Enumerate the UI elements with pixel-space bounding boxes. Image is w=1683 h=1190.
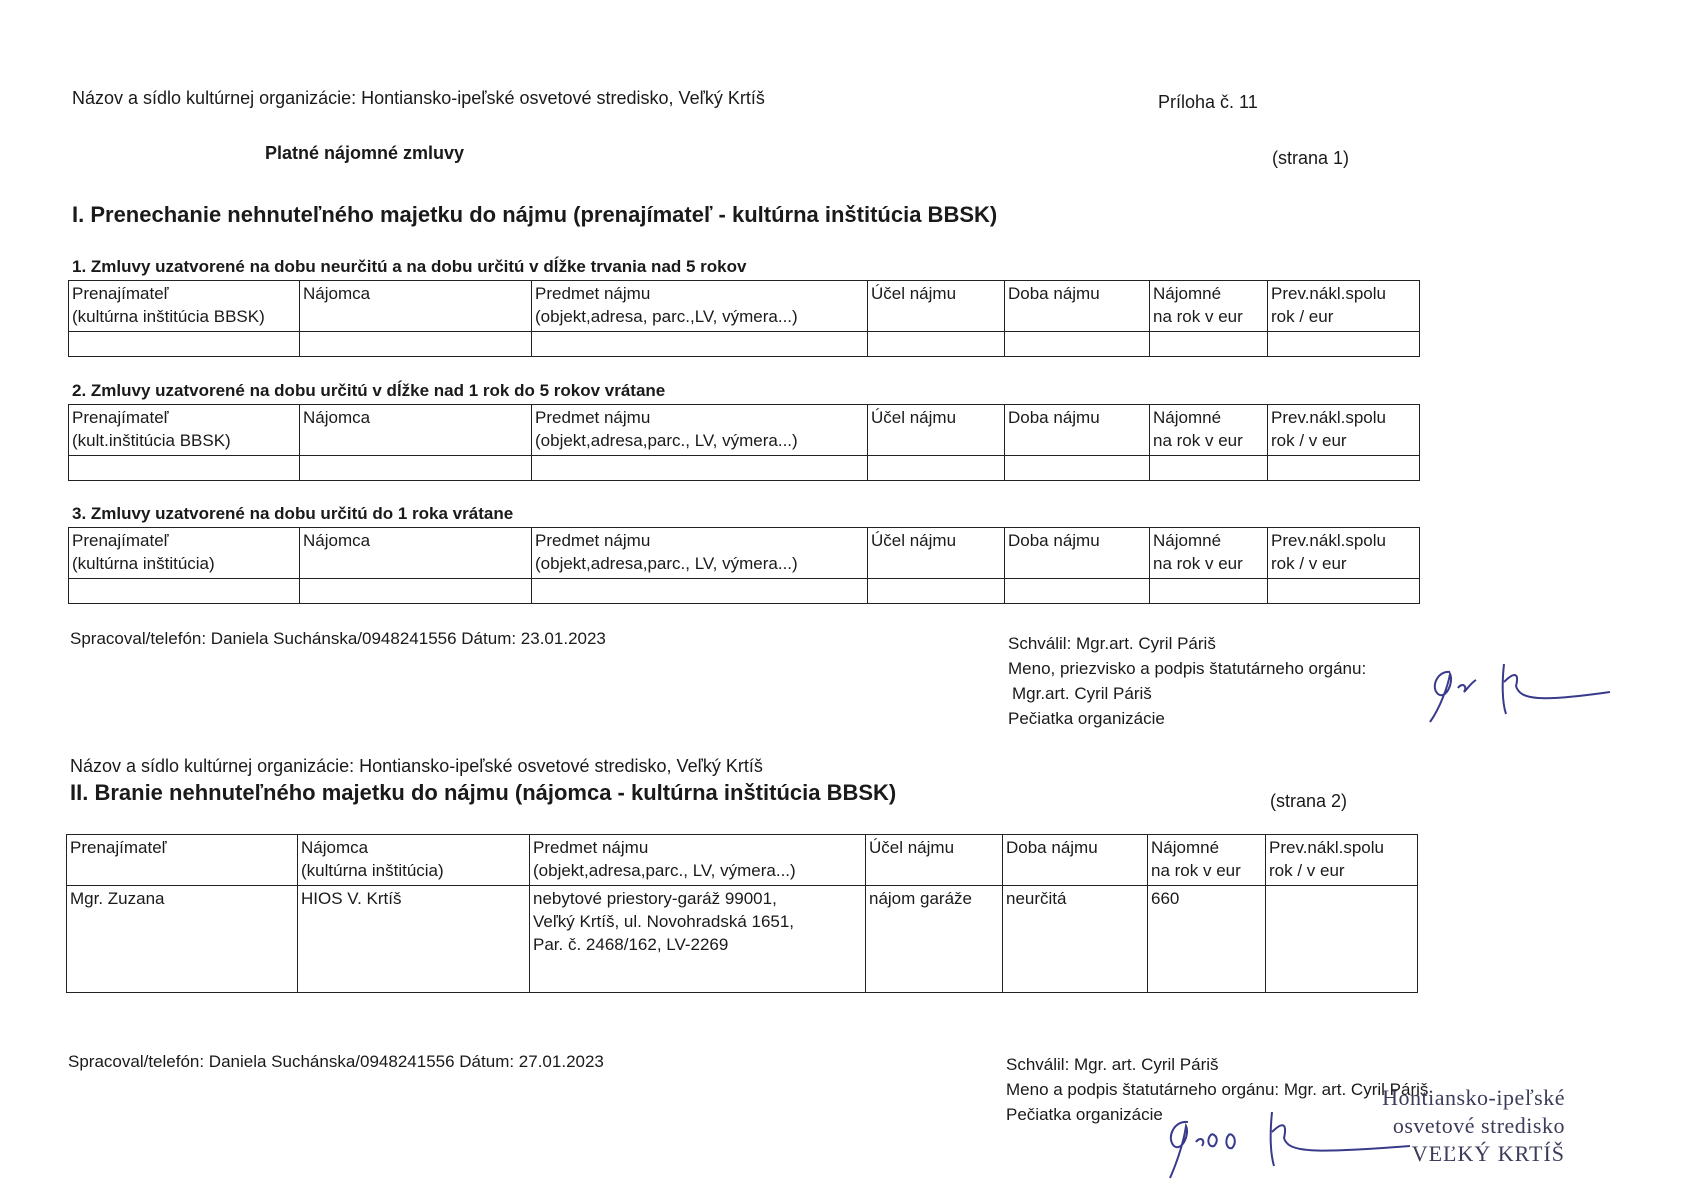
- table-sub2: [68, 404, 1420, 481]
- header-cell: Nájomca: [300, 281, 532, 332]
- stamp-line-2: osvetové stredisko: [1392, 1113, 1565, 1138]
- header-cell: Prev.nákl.spolu rok / eur: [1268, 281, 1420, 332]
- header-cell: Nájomné na rok v eur: [1150, 281, 1268, 332]
- table-section-2: [66, 834, 1418, 993]
- header-cell: Doba nájmu: [1003, 835, 1148, 886]
- document-title: Platné nájomné zmluvy: [265, 143, 465, 163]
- header-cell: Prenajímateľ: [67, 835, 298, 886]
- table-row: [67, 886, 1418, 993]
- header-cell: Prenajímateľ (kultúrna inštitúcia): [69, 528, 300, 579]
- org-name-section-2: Názov a sídlo kultúrnej organizácie: Hontiansko-ipeľské osvetové stredisko, Veľký Krtíš: [70, 756, 763, 776]
- header-cell: Predmet nájmu (objekt,adresa,parc., LV, výmera...): [532, 528, 868, 579]
- header-cell: Nájomca: [300, 528, 532, 579]
- header-cell: Nájomné na rok v eur: [1150, 405, 1268, 456]
- table-sub1: [68, 280, 1420, 357]
- header-cell: Predmet nájmu (objekt,adresa, parc.,LV, výmera...): [532, 281, 868, 332]
- table-row: [69, 332, 1420, 357]
- header-cell: Predmet nájmu (objekt,adresa,parc., LV, výmera...): [530, 835, 866, 886]
- header-cell: Nájomca: [300, 405, 532, 456]
- header-cell: Prev.nákl.spolu rok / v eur: [1266, 835, 1418, 886]
- stamp-label-2: Pečiatka organizácie: [1006, 1105, 1163, 1124]
- tenant-cell: HIOS V. Krtíš: [298, 886, 530, 993]
- header-cell: Prev.nákl.spolu rok / v eur: [1268, 528, 1420, 579]
- section-1-heading: I. Prenechanie nehnuteľného majetku do nájmu (prenajímateľ - kultúrna inštitúcia BBSK): [72, 202, 998, 227]
- signature-2: [1160, 1108, 1420, 1188]
- header-cell: Prenajímateľ (kultúrna inštitúcia BBSK): [69, 281, 300, 332]
- appendix-label: Príloha č. 11: [1158, 92, 1258, 112]
- header-cell: Doba nájmu: [1005, 405, 1150, 456]
- subsection-3-title: 3. Zmluvy uzatvorené na dobu určitú do 1 roka vrátane: [72, 504, 514, 523]
- subject-cell: nebytové priestory-garáž 99001, Veľký Krtíš, ul. Novohradská 1651, Par. č. 2468/162, LV-2269: [530, 886, 866, 993]
- approved-by-2: Schválil: Mgr. art. Cyril Páriš: [1006, 1055, 1219, 1074]
- stamp-label-1: Pečiatka organizácie: [1008, 709, 1165, 728]
- header-cell: Doba nájmu: [1005, 281, 1150, 332]
- stamp-line-3: VEĽKÝ KRTÍŠ: [1411, 1141, 1565, 1166]
- page-number-2: (strana 2): [1270, 791, 1348, 811]
- header-cell: Predmet nájmu (objekt,adresa,parc., LV, výmera...): [532, 405, 868, 456]
- landlord-cell: Mgr. Zuzana: [67, 886, 298, 993]
- prepared-by-1: Spracoval/telefón: Daniela Suchánska/0948241556 Dátum: 23.01.2023: [70, 629, 606, 648]
- header-cell: Účel nájmu: [868, 528, 1005, 579]
- approved-by-1: Schválil: Mgr.art. Cyril Páriš: [1008, 634, 1216, 653]
- header-cell: Nájomca (kultúrna inštitúcia): [298, 835, 530, 886]
- table-row: [69, 579, 1420, 604]
- org-name-header: Názov a sídlo kultúrnej organizácie: Hontiansko-ipeľské osvetové stredisko, Veľký Krtíš: [72, 88, 765, 108]
- purpose-cell: nájom garáže: [866, 886, 1003, 993]
- header-cell: Účel nájmu: [866, 835, 1003, 886]
- header-cell: Účel nájmu: [868, 405, 1005, 456]
- page-number-1: (strana 1): [1272, 148, 1350, 168]
- term-cell: neurčitá: [1003, 886, 1148, 993]
- statutory-label-2: Meno a podpis štatutárneho orgánu: Mgr. art. Cyril Páriš: [1006, 1080, 1429, 1099]
- subsection-2-title: 2. Zmluvy uzatvorené na dobu určitú v dĺžke nad 1 rok do 5 rokov vrátane: [72, 381, 666, 400]
- section-2-heading: II. Branie nehnuteľného majetku do nájmu (nájomca - kultúrna inštitúcia BBSK): [70, 780, 897, 805]
- statutory-name-1: Mgr.art. Cyril Páriš: [1012, 684, 1152, 703]
- subsection-1-title: 1. Zmluvy uzatvorené na dobu neurčitú a na dobu určitú v dĺžke trvania nad 5 rokov: [72, 257, 747, 276]
- operating-costs-cell: [1266, 886, 1418, 993]
- header-cell: Prev.nákl.spolu rok / v eur: [1268, 405, 1420, 456]
- prepared-by-2: Spracoval/telefón: Daniela Suchánska/0948241556 Dátum: 27.01.2023: [68, 1052, 604, 1071]
- table-sub3: [68, 527, 1420, 604]
- rent-cell: 660: [1148, 886, 1266, 993]
- header-cell: Účel nájmu: [868, 281, 1005, 332]
- statutory-label-1: Meno, priezvisko a podpis štatutárneho orgánu:: [1008, 659, 1367, 678]
- header-cell: Prenajímateľ (kult.inštitúcia BBSK): [69, 405, 300, 456]
- table-row: [69, 456, 1420, 481]
- header-cell: Doba nájmu: [1005, 528, 1150, 579]
- header-cell: Nájomné na rok v eur: [1150, 528, 1268, 579]
- stamp-line-1: Hontiansko-ipeľské: [1382, 1085, 1565, 1110]
- signature-1: [1420, 652, 1620, 732]
- header-cell: Nájomné na rok v eur: [1148, 835, 1266, 886]
